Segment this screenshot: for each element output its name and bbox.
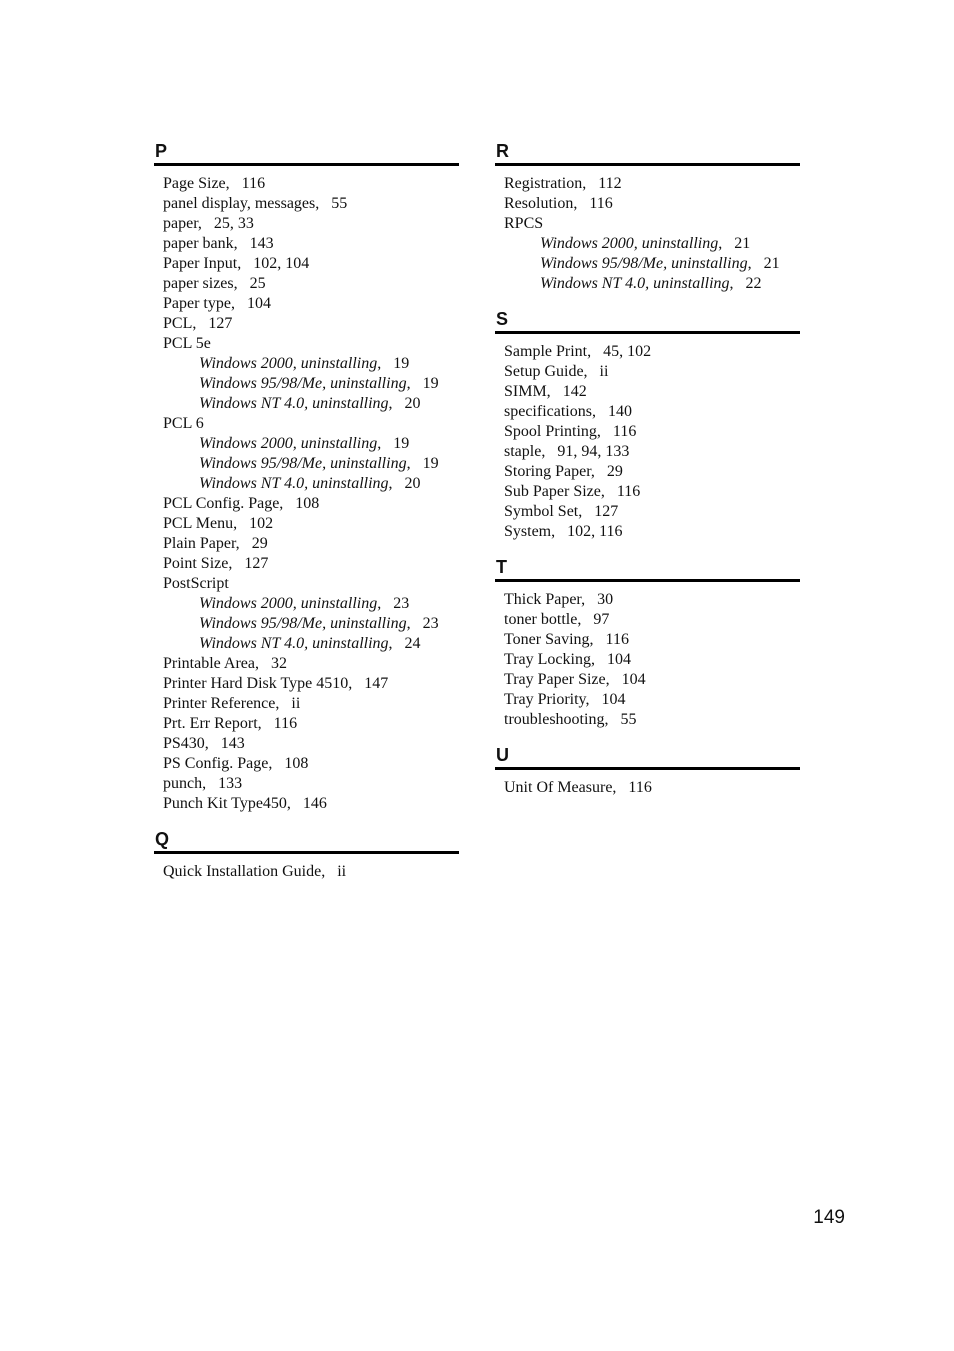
- page-refs: 116: [273, 715, 298, 732]
- index-subterm: Windows 95/98/Me, uninstalling: [199, 375, 407, 392]
- index-entry: [154, 254, 459, 274]
- separator: [325, 863, 337, 880]
- section-rule: [154, 163, 459, 166]
- page-refs: 20: [404, 395, 421, 412]
- index-term: Tray Locking,: [504, 651, 595, 668]
- page-refs: ii: [599, 363, 609, 380]
- index-term: Prt. Err Report,: [163, 715, 262, 732]
- separator: [240, 535, 252, 552]
- separator: [202, 215, 214, 232]
- index-section-t: [495, 556, 800, 730]
- page-refs: 140: [607, 403, 632, 420]
- index-entry: [495, 630, 800, 650]
- index-entry: [154, 174, 459, 194]
- separator: [555, 523, 567, 540]
- index-term: Tray Priority,: [504, 691, 590, 708]
- separator: [586, 175, 598, 192]
- index-entry: [495, 710, 800, 730]
- separator: [591, 343, 603, 360]
- separator: [610, 671, 622, 688]
- index-subterm: Windows NT 4.0, uninstalling: [199, 475, 389, 492]
- separator: ,: [388, 395, 405, 412]
- index-term: paper,: [163, 215, 202, 232]
- separator: [230, 175, 242, 192]
- separator: [235, 295, 247, 312]
- index-subterm: Windows NT 4.0, uninstalling: [199, 635, 389, 652]
- page-refs: 104: [601, 691, 626, 708]
- index-section-p: [154, 140, 459, 814]
- index-term: Sample Print,: [504, 343, 592, 360]
- index-term: Printable Area,: [163, 655, 259, 672]
- page-refs: 104: [606, 651, 631, 668]
- index-entry: [154, 734, 459, 754]
- index-subterm: Windows NT 4.0, uninstalling: [540, 275, 730, 292]
- page-refs: 147: [364, 675, 389, 692]
- separator: ,: [388, 635, 405, 652]
- section-letter: T: [496, 557, 507, 577]
- index-entry: [495, 502, 800, 522]
- index-entry: [154, 494, 459, 514]
- index-entry: [495, 214, 800, 234]
- index-subentry: [495, 234, 800, 254]
- page-number: 149: [813, 1207, 845, 1228]
- index-entry: [495, 778, 800, 798]
- index-term: RPCS: [504, 215, 544, 232]
- index-entry: [154, 514, 459, 534]
- index-term: Printer Hard Disk Type 4510,: [163, 675, 353, 692]
- separator: [232, 555, 244, 572]
- index-entry: [495, 194, 800, 214]
- index-term: Paper type,: [163, 295, 235, 312]
- separator: ,: [747, 255, 764, 272]
- index-term: Storing Paper,: [504, 463, 595, 480]
- index-entry: [495, 362, 800, 382]
- index-term: Tray Paper Size,: [504, 671, 610, 688]
- separator: ,: [377, 435, 394, 452]
- index-subentry: [154, 454, 459, 474]
- section-letter: Q: [155, 829, 170, 849]
- separator: ,: [406, 455, 423, 472]
- page-refs: 45, 102: [603, 343, 652, 360]
- index-section-r: [495, 140, 800, 294]
- separator: [238, 275, 250, 292]
- index-term: PCL,: [163, 315, 197, 332]
- section-letter: R: [496, 141, 509, 161]
- index-entry: [154, 794, 459, 814]
- index-entry: [154, 334, 459, 354]
- separator: [582, 503, 594, 520]
- index-term: paper sizes,: [163, 275, 238, 292]
- index-entry: [495, 174, 800, 194]
- index-term: Setup Guide,: [504, 363, 588, 380]
- page-refs: 24: [404, 635, 421, 652]
- index-entry: [154, 862, 459, 882]
- index-entry: [495, 482, 800, 502]
- page-refs: 127: [594, 503, 619, 520]
- separator: [272, 755, 284, 772]
- separator: [206, 775, 218, 792]
- index-entry: [154, 314, 459, 334]
- separator: ,: [377, 355, 394, 372]
- separator: ,: [718, 235, 735, 252]
- page-refs: 127: [244, 555, 269, 572]
- page-refs: 19: [393, 435, 410, 452]
- page-refs: 143: [220, 735, 245, 752]
- page-refs: 143: [249, 235, 274, 252]
- index-subterm: Windows 2000, uninstalling: [199, 595, 378, 612]
- index-term: System,: [504, 523, 556, 540]
- separator: [585, 591, 597, 608]
- index-entry: [154, 294, 459, 314]
- separator: [352, 675, 364, 692]
- page-refs: 29: [606, 463, 623, 480]
- index-term: Symbol Set,: [504, 503, 583, 520]
- page-refs: 19: [393, 355, 410, 372]
- index-term: PCL 5e: [163, 335, 211, 352]
- separator: [196, 315, 208, 332]
- separator: [241, 255, 253, 272]
- page-refs: 19: [422, 455, 439, 472]
- index-entry: [154, 194, 459, 214]
- index-term: Page Size,: [163, 175, 230, 192]
- index-subterm: Windows 95/98/Me, uninstalling: [540, 255, 748, 272]
- page-refs: 30: [597, 591, 614, 608]
- index-term: paper bank,: [163, 235, 238, 252]
- separator: [577, 195, 589, 212]
- index-subentry: [154, 594, 459, 614]
- section-letter: S: [496, 309, 509, 329]
- page-refs: 133: [218, 775, 243, 792]
- index-entry: [154, 674, 459, 694]
- index-subentry: [154, 374, 459, 394]
- separator: ,: [377, 595, 394, 612]
- separator: [595, 651, 607, 668]
- index-entry: [154, 694, 459, 714]
- index-entry: [495, 462, 800, 482]
- section-rule: [154, 851, 459, 854]
- index-term: Plain Paper,: [163, 535, 240, 552]
- page-refs: 116: [589, 195, 613, 212]
- separator: [283, 495, 295, 512]
- page-refs: 29: [251, 535, 268, 552]
- index-entry: [495, 650, 800, 670]
- section-rule: [495, 579, 800, 582]
- page-refs: 23: [422, 615, 439, 632]
- index-entry: [495, 590, 800, 610]
- index-subterm: Windows 2000, uninstalling: [540, 235, 719, 252]
- index-column-right: [495, 140, 800, 812]
- index-entry: [154, 574, 459, 594]
- section-letter: U: [496, 745, 509, 765]
- index-entry: [154, 654, 459, 674]
- index-entry: [154, 274, 459, 294]
- separator: [238, 235, 250, 252]
- page-refs: 108: [295, 495, 320, 512]
- index-term: punch,: [163, 775, 207, 792]
- page-refs: 116: [612, 423, 637, 440]
- index-subentry: [154, 354, 459, 374]
- separator: [588, 363, 600, 380]
- index-section-s: [495, 308, 800, 542]
- index-term: Point Size,: [163, 555, 233, 572]
- separator: [595, 463, 607, 480]
- page-refs: 23: [393, 595, 410, 612]
- separator: [596, 403, 608, 420]
- page-refs: 32: [270, 655, 287, 672]
- index-term: SIMM,: [504, 383, 551, 400]
- page-refs: 116: [616, 483, 641, 500]
- separator: [581, 611, 593, 628]
- index-subterm: Windows 95/98/Me, uninstalling: [199, 455, 407, 472]
- index-term: Sub Paper Size,: [504, 483, 605, 500]
- index-subterm: Windows NT 4.0, uninstalling: [199, 395, 389, 412]
- index-entry: [154, 714, 459, 734]
- index-term: Thick Paper,: [504, 591, 586, 608]
- separator: [262, 715, 274, 732]
- index-subentry: [154, 634, 459, 654]
- separator: ,: [729, 275, 746, 292]
- index-entry: [495, 442, 800, 462]
- page-refs: 19: [422, 375, 439, 392]
- index-subentry: [154, 614, 459, 634]
- page-refs: 146: [302, 795, 327, 812]
- page-refs: 25: [249, 275, 266, 292]
- page-refs: 108: [284, 755, 309, 772]
- index-entry: [154, 214, 459, 234]
- page-refs: 127: [208, 315, 233, 332]
- page-refs: 97: [593, 611, 610, 628]
- separator: [237, 515, 249, 532]
- separator: [616, 779, 628, 796]
- index-term: Spool Printing,: [504, 423, 601, 440]
- page-refs: 22: [745, 275, 762, 292]
- index-entry: [495, 690, 800, 710]
- index-term: PCL 6: [163, 415, 204, 432]
- section-rule: [495, 767, 800, 770]
- separator: [279, 695, 291, 712]
- page-refs: 102: [249, 515, 274, 532]
- page-refs: 104: [621, 671, 646, 688]
- index-subterm: Windows 2000, uninstalling: [199, 435, 378, 452]
- separator: [605, 483, 617, 500]
- index-section-q: [154, 828, 459, 882]
- index-subentry: [154, 394, 459, 414]
- index-term: Punch Kit Type450,: [163, 795, 291, 812]
- index-term: Registration,: [504, 175, 587, 192]
- separator: [594, 631, 606, 648]
- page-refs: 55: [620, 711, 637, 728]
- index-entry: [154, 534, 459, 554]
- separator: [608, 711, 620, 728]
- index-entry: [495, 382, 800, 402]
- index-term: PCL Menu,: [163, 515, 238, 532]
- index-subentry: [495, 254, 800, 274]
- separator: ,: [388, 475, 405, 492]
- index-term: Toner Saving,: [504, 631, 594, 648]
- index-subterm: Windows 95/98/Me, uninstalling: [199, 615, 407, 632]
- index-term: Paper Input,: [163, 255, 242, 272]
- separator: [259, 655, 271, 672]
- index-subentry: [154, 434, 459, 454]
- index-term: PS430,: [163, 735, 209, 752]
- separator: [319, 195, 331, 212]
- section-rule: [495, 331, 800, 334]
- section-letter: P: [155, 141, 168, 161]
- index-subterm: Windows 2000, uninstalling: [199, 355, 378, 372]
- index-column-left: [154, 140, 459, 896]
- page-refs: ii: [291, 695, 301, 712]
- separator: [601, 423, 613, 440]
- index-term: Printer Reference,: [163, 695, 280, 712]
- page-refs: 104: [246, 295, 271, 312]
- page-refs: 102, 104: [253, 255, 310, 272]
- page-refs: 102, 116: [567, 523, 623, 540]
- page-refs: 116: [605, 631, 629, 648]
- index-term: Quick Installation Guide,: [163, 863, 326, 880]
- index-entry: [154, 414, 459, 434]
- section-rule: [495, 163, 800, 166]
- index-entry: [495, 402, 800, 422]
- index-term: panel display, messages,: [163, 195, 320, 212]
- index-entry: [154, 234, 459, 254]
- index-term: troubleshooting,: [504, 711, 609, 728]
- index-entry: [495, 670, 800, 690]
- index-term: PCL Config. Page,: [163, 495, 284, 512]
- index-entry: [495, 342, 800, 362]
- index-entry: [495, 422, 800, 442]
- page-refs: 21: [763, 255, 780, 272]
- index-term: Unit Of Measure,: [504, 779, 617, 796]
- separator: [551, 383, 563, 400]
- index-entry: [154, 554, 459, 574]
- separator: [590, 691, 602, 708]
- index-term: specifications,: [504, 403, 596, 420]
- page-refs: 116: [241, 175, 266, 192]
- separator: [209, 735, 221, 752]
- page-refs: 112: [598, 175, 622, 192]
- index-entry: [495, 610, 800, 630]
- index-subentry: [495, 274, 800, 294]
- index-subentry: [154, 474, 459, 494]
- page-refs: 91, 94, 133: [557, 443, 630, 460]
- page-refs: 21: [734, 235, 751, 252]
- separator: ,: [406, 375, 423, 392]
- index-term: Resolution,: [504, 195, 578, 212]
- page-refs: 116: [628, 779, 652, 796]
- page-refs: 20: [404, 475, 421, 492]
- page-refs: 142: [562, 383, 587, 400]
- index-entry: [495, 522, 800, 542]
- index-term: PS Config. Page,: [163, 755, 273, 772]
- separator: ,: [406, 615, 423, 632]
- page-refs: 25, 33: [213, 215, 254, 232]
- index-term: staple,: [504, 443, 546, 460]
- page-refs: 55: [331, 195, 348, 212]
- index-term: PostScript: [163, 575, 229, 592]
- index-entry: [154, 774, 459, 794]
- index-term: toner bottle,: [504, 611, 582, 628]
- index-section-u: [495, 744, 800, 798]
- separator: [545, 443, 557, 460]
- separator: [291, 795, 303, 812]
- index-entry: [154, 754, 459, 774]
- page-refs: ii: [337, 863, 347, 880]
